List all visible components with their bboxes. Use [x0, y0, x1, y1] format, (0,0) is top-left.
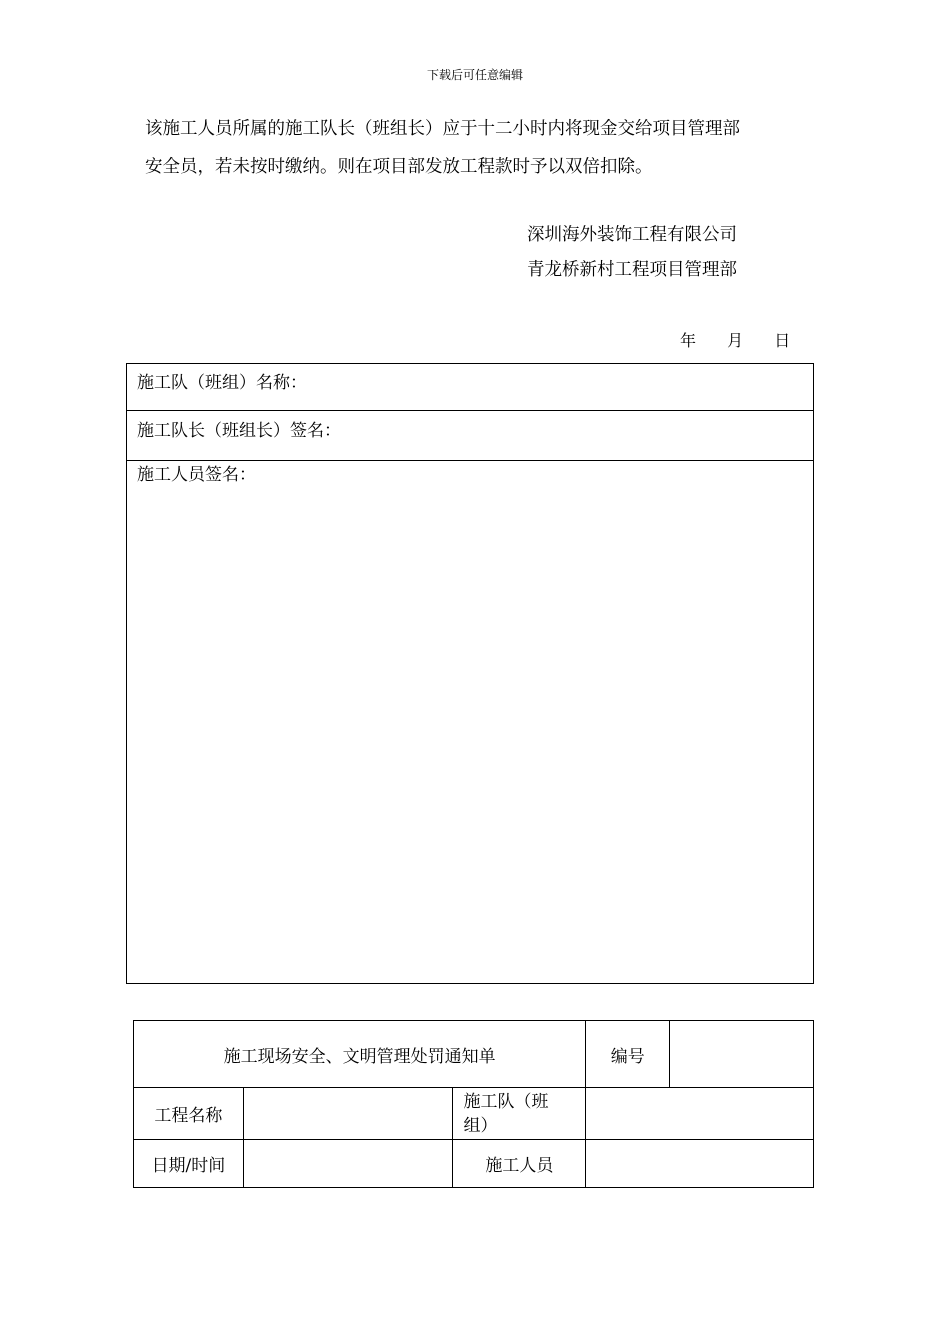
- date-line: [680, 328, 790, 351]
- date-year: 年: [680, 331, 697, 350]
- company-name: 深圳海外装饰工程有限公司: [527, 225, 737, 245]
- number-label: 编号: [586, 1021, 670, 1088]
- datetime-label: 日期/时间: [134, 1140, 244, 1188]
- project-name-label: 工程名称: [134, 1088, 244, 1140]
- worker-label: 施工人员: [453, 1140, 586, 1188]
- department-name: 青龙桥新村工程项目管理部: [527, 260, 737, 280]
- instruction-paragraph: [145, 110, 825, 186]
- paragraph-line-2: 安全员，若未按时缴纳。则在项目部发放工程款时予以双倍扣除。: [145, 157, 653, 177]
- number-value-cell[interactable]: [670, 1021, 814, 1088]
- leader-sign-row: [127, 411, 813, 461]
- company-block: [527, 218, 737, 288]
- paragraph-line-1: 该施工人员所属的施工队长（班组长）应于十二小时内将现金交给项目管理部: [145, 119, 740, 139]
- team-label-line-1: 施工队（班: [463, 1091, 549, 1112]
- team-label: [453, 1088, 586, 1140]
- date-month: 月: [727, 331, 744, 350]
- leader-sign-label: 施工队长（班组长）签名：: [137, 421, 341, 441]
- team-name-label: 施工队（班组）名称：: [137, 373, 307, 393]
- worker-sign-label: 施工人员签名：: [137, 465, 256, 485]
- penalty-notice-form: [133, 1020, 814, 1188]
- team-value-cell[interactable]: [586, 1088, 814, 1140]
- date-day: 日: [774, 331, 791, 350]
- worker-value-cell[interactable]: [586, 1140, 814, 1188]
- signature-box: [126, 363, 814, 984]
- worker-sign-row: [127, 461, 813, 984]
- team-name-row: [127, 364, 813, 411]
- notice-title: 施工现场安全、文明管理处罚通知单: [134, 1021, 586, 1088]
- project-name-value-cell[interactable]: [243, 1088, 453, 1140]
- header-note: 下载后可任意编辑: [426, 68, 523, 82]
- team-label-line-2: 组）: [463, 1115, 498, 1136]
- datetime-value-cell[interactable]: [243, 1140, 453, 1188]
